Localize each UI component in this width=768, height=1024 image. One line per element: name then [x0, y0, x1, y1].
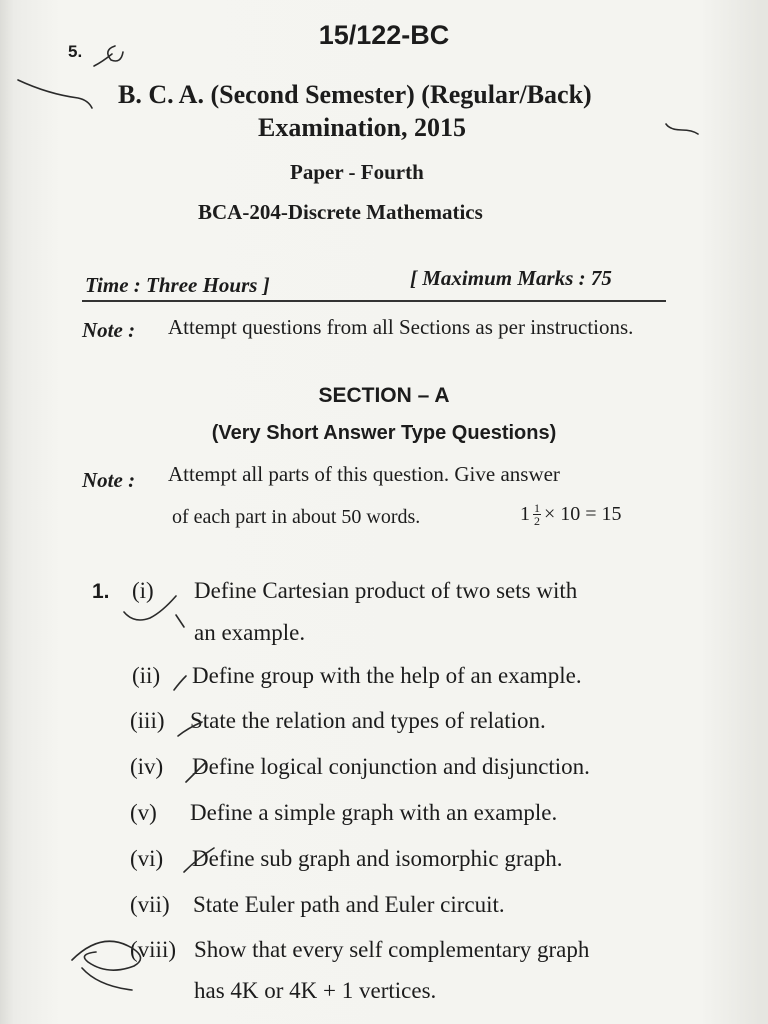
- note-label: Note :: [82, 318, 136, 342]
- exam-year: Examination, 2015: [258, 113, 467, 142]
- time-label: Time : Three Hours ]: [85, 273, 270, 297]
- formula-numerator: 1: [534, 501, 540, 515]
- part-text: Define group with the help of an example.: [192, 663, 582, 688]
- divider-line: [82, 300, 666, 302]
- formula-fraction: [533, 502, 541, 527]
- formula-denominator: 2: [534, 514, 540, 528]
- formula-rest: × 10 = 15: [544, 503, 622, 525]
- part-number: (v): [130, 800, 157, 825]
- note-text: Attempt questions from all Sections as per instructions.: [168, 315, 634, 339]
- note-text-2-cont: of each part in about 50 words.: [172, 506, 421, 528]
- tick-mark: [176, 615, 184, 627]
- subject-title: BCA-204-Discrete Mathematics: [198, 200, 483, 224]
- exam-title: B. C. A. (Second Semester) (Regular/Back): [118, 80, 592, 109]
- part-number: (vii): [130, 892, 170, 917]
- question-number: 5.: [68, 42, 83, 61]
- part-text: Define Cartesian product of two sets with: [194, 578, 578, 603]
- max-marks-label: [ Maximum Marks : 75: [410, 266, 612, 290]
- formula-whole: 1: [520, 503, 530, 525]
- section-subtitle: (Very Short Answer Type Questions): [211, 422, 557, 444]
- part-text: Define a simple graph with an example.: [190, 800, 558, 825]
- pen-curve: [18, 80, 92, 108]
- pen-stroke: [82, 968, 132, 990]
- paper-code: 15/122-BC: [318, 20, 450, 50]
- part-number: (ii): [132, 663, 161, 688]
- part-number: (vi): [130, 846, 164, 871]
- pen-stroke: [94, 54, 112, 66]
- part-text: State Euler path and Euler circuit.: [193, 892, 505, 917]
- part-text: State the relation and types of relation.: [190, 708, 546, 733]
- tick-mark: [174, 676, 186, 690]
- part-text: Define logical conjunction and disjunction.: [192, 754, 590, 779]
- section-title: SECTION – A: [318, 384, 450, 407]
- part-number: (i): [132, 578, 154, 603]
- part-text: Define sub graph and isomorphic graph.: [192, 846, 563, 871]
- part-text: Show that every self complementary graph: [194, 937, 590, 962]
- note-text-2: Attempt all parts of this question. Give answer: [168, 462, 560, 486]
- question-1-number: 1.: [92, 580, 110, 603]
- note-label-2: Note :: [82, 468, 136, 492]
- part-number: (iv): [130, 754, 164, 779]
- part-text-cont: an example.: [194, 620, 306, 645]
- marks-formula: [520, 502, 622, 527]
- paper-label: Paper - Fourth: [290, 160, 424, 184]
- pen-curve-margin: [666, 124, 698, 134]
- part-text-cont: has 4K or 4K + 1 vertices.: [194, 978, 437, 1003]
- part-number: (iii): [130, 708, 165, 733]
- part-number: (viii): [130, 937, 176, 962]
